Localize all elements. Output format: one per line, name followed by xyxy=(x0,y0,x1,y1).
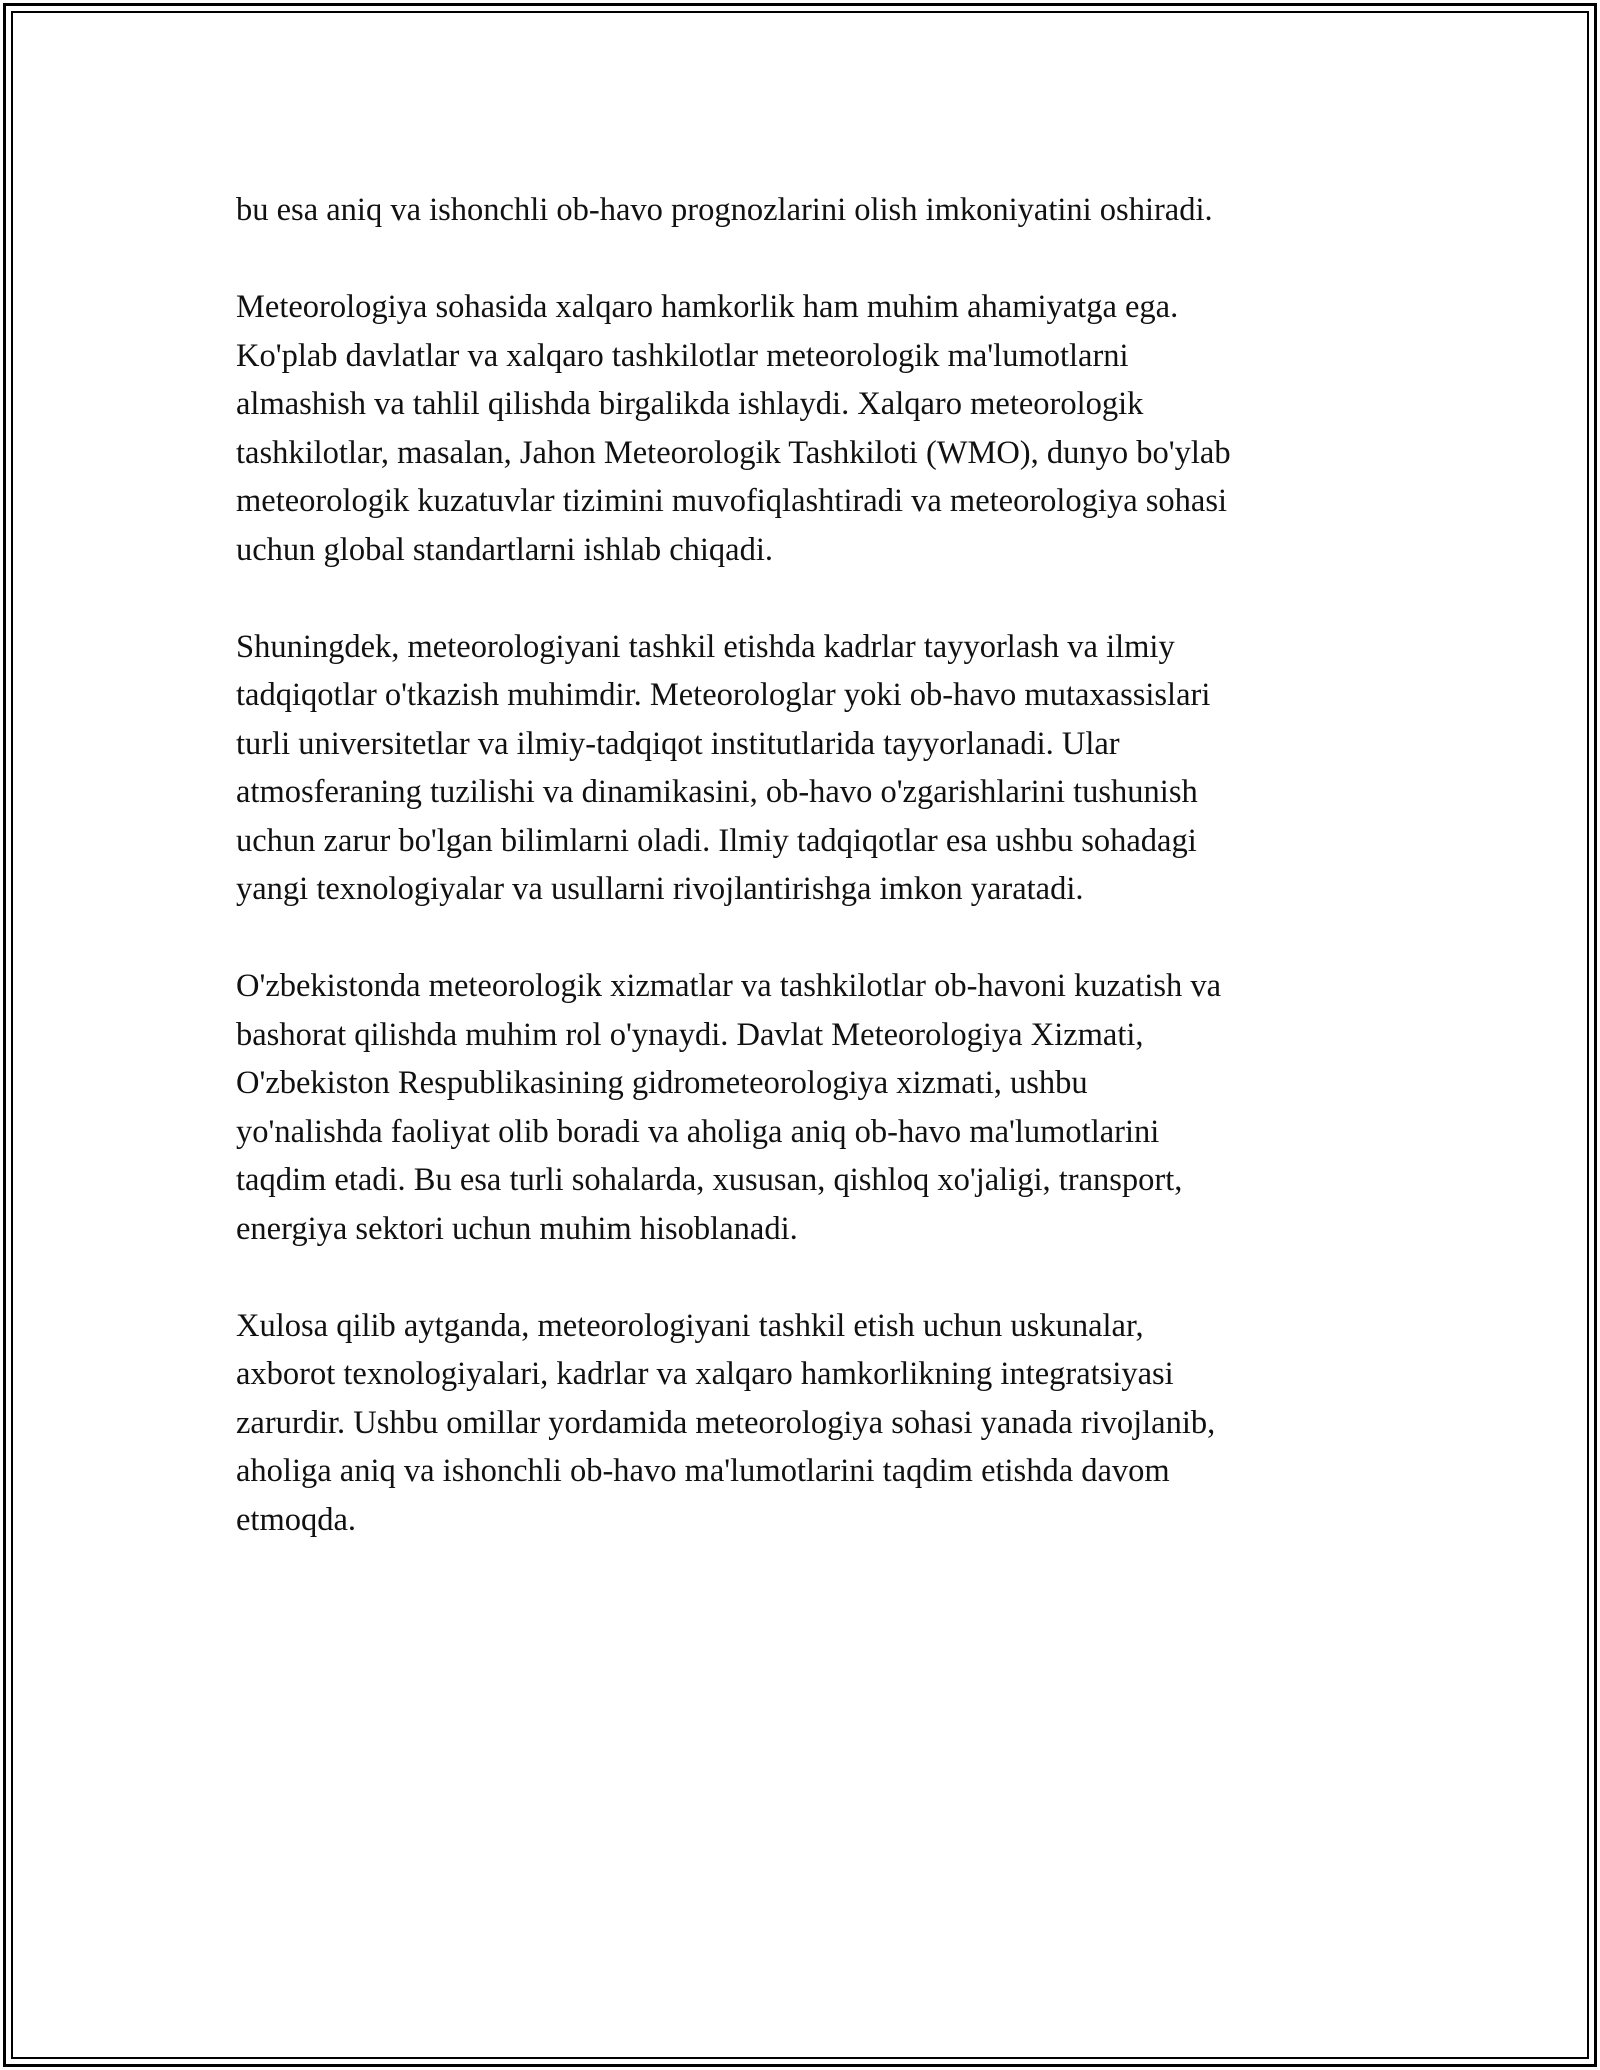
text-line: uchun global standartlarni ishlab chiqadi. xyxy=(236,531,774,568)
text-line: Xulosa qilib aytganda, meteorologiyani tashkil etish uchun uskunalar, xyxy=(236,1307,1144,1344)
paragraph-5 xyxy=(236,1302,1396,1545)
text-line: Shuningdek, meteorologiyani tashkil etishda kadrlar tayyorlash va ilmiy xyxy=(236,628,1175,665)
text-line: etmoqda. xyxy=(236,1501,357,1538)
text-line: yangi texnologiyalar va usullarni rivojlantirishga imkon yaratadi. xyxy=(236,871,1084,907)
text-line: O'zbekistonda meteorologik xizmatlar va tashkilotlar ob-havoni kuzatish va xyxy=(236,968,1222,1004)
text-line: energiya sektori uchun muhim hisoblanadi. xyxy=(236,1210,798,1247)
text-line: almashish va tahlil qilishda birgalikda ishlaydi. Xalqaro meteorologik xyxy=(236,386,1144,422)
text-line: turli universitetlar va ilmiy-tadqiqot institutlarida tayyorlanadi. Ular xyxy=(236,725,1120,762)
paragraph-4 xyxy=(236,962,1396,1253)
text-line: atmosferaning tuzilishi va dinamikasini, ob-havo o'zgarishlarini tushunish xyxy=(236,774,1198,810)
text-line: tashkilotlar, masalan, Jahon Meteorologik Tashkiloti (WMO), dunyo bo'ylab xyxy=(236,434,1231,471)
paragraph-3 xyxy=(236,623,1396,914)
text-line: aholiga aniq va ishonchli ob-havo ma'lumotlarini taqdim etishda davom xyxy=(236,1453,1170,1489)
text-line: taqdim etadi. Bu esa turli sohalarda, xususan, qishloq xo'jaligi, transport, xyxy=(236,1162,1183,1198)
paragraph-2 xyxy=(236,283,1396,574)
text-line: yo'nalishda faoliyat olib boradi va aholiga aniq ob-havo ma'lumotlarini xyxy=(236,1113,1160,1150)
text-line: Meteorologiya sohasida xalqaro hamkorlik ham muhim ahamiyatga ega. xyxy=(236,289,1179,325)
document-body xyxy=(236,186,1396,1593)
text-line: meteorologik kuzatuvlar tizimini muvofiqlashtiradi va meteorologiya sohasi xyxy=(236,483,1228,519)
text-line: bashorat qilishda muhim rol o'ynaydi. Davlat Meteorologiya Xizmati, xyxy=(236,1016,1144,1053)
paragraph-1 xyxy=(236,186,1396,235)
text-line: O'zbekiston Respublikasining gidrometeorologiya xizmati, ushbu xyxy=(236,1065,1088,1101)
text-line: Ko'plab davlatlar va xalqaro tashkilotlar meteorologik ma'lumotlarni xyxy=(236,337,1129,374)
text-line: tadqiqotlar o'tkazish muhimdir. Meteorologlar yoki ob-havo mutaxassislari xyxy=(236,677,1211,713)
text-line: zarurdir. Ushbu omillar yordamida meteorologiya sohasi yanada rivojlanib, xyxy=(236,1404,1216,1441)
text-line: axborot texnologiyalari, kadrlar va xalqaro hamkorlikning integratsiyasi xyxy=(236,1356,1174,1392)
text-line: bu esa aniq va ishonchli ob-havo prognozlarini olish imkoniyatini oshiradi. xyxy=(236,192,1213,228)
text-line: uchun zarur bo'lgan bilimlarni oladi. Ilmiy tadqiqotlar esa ushbu sohadagi xyxy=(236,822,1197,859)
